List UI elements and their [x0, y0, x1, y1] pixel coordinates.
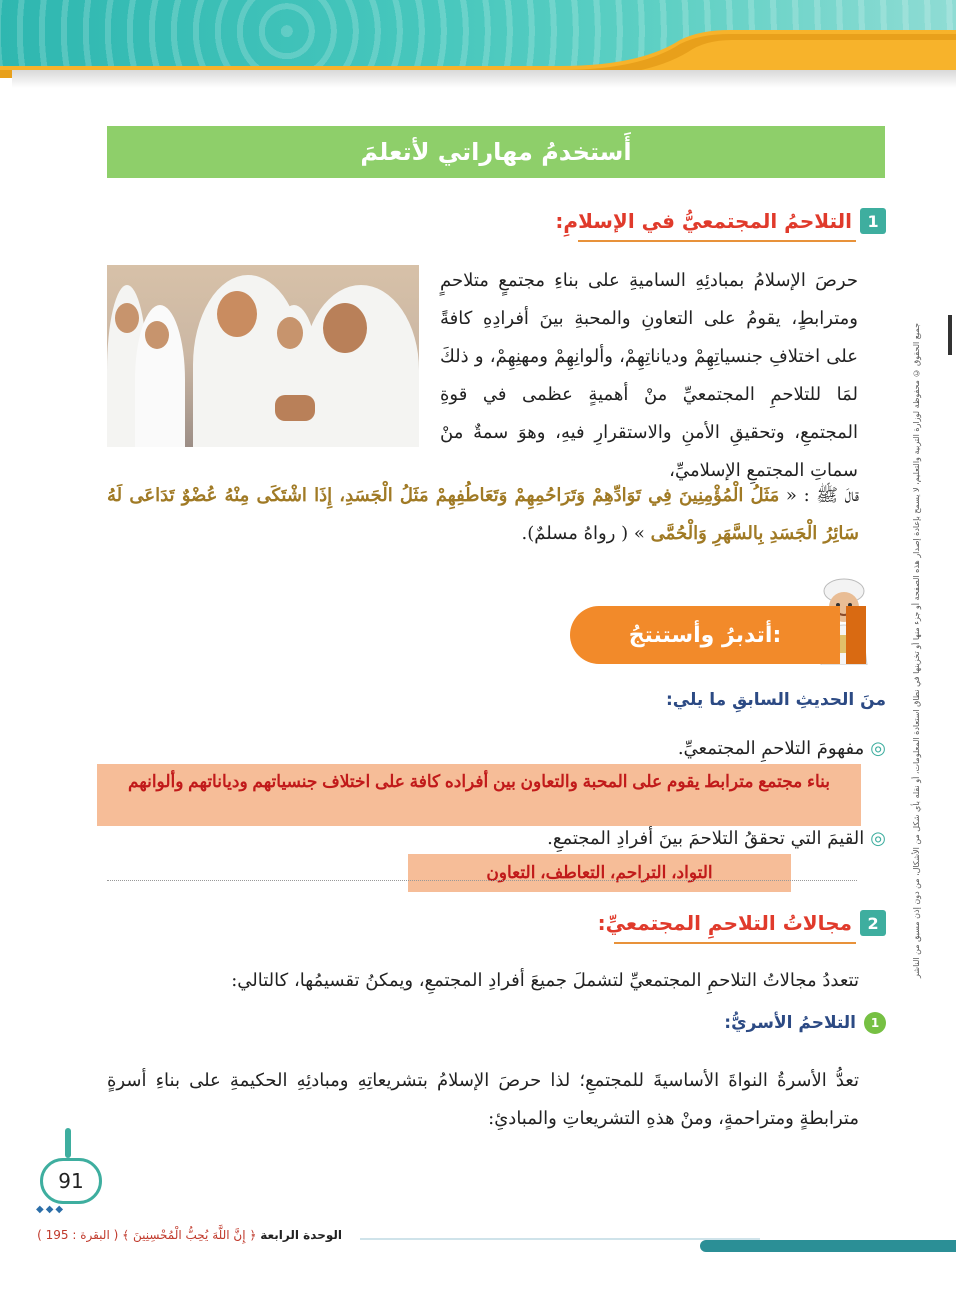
photo-leaders-greeting	[107, 265, 419, 447]
section2-underline	[614, 942, 856, 944]
answer-box-2	[408, 854, 791, 892]
answer-2-text: التواد، التراحم، التعاطف، التعاون	[486, 863, 713, 882]
answer-1-text: بناء مجتمع مترابط يقوم على المحبة والتعاون بين أفراده كافة على اختلاف جنسياتهم ودياناتهم وألوانهم	[127, 772, 831, 791]
section1-title: التلاحمُ المجتمعيُّ في الإسلامِ:	[555, 209, 852, 233]
page-number: 91	[40, 1158, 102, 1204]
skills-header	[107, 126, 885, 178]
reflect-tab	[846, 606, 866, 664]
family-cohesion-title: التلاحمُ الأسريُّ:	[724, 1013, 856, 1033]
family-cohesion-paragraph: تعدُّ الأسرةُ النواةَ الأساسيةَ للمجتمعِ؛ لذا حرصَ الإسلامُ بتشريعاتِهِ ومبادئِهِ الحكيمةِ على بناءِ أسرةٍ مترابطةٍ ومتراحمةٍ، ومنْ هذهِ التشريعاتِ والمبادئِ:	[107, 1070, 859, 1129]
reflect-item-2	[547, 828, 886, 849]
page-spire-ornament	[65, 1128, 71, 1158]
family-cohesion-heading	[724, 1012, 886, 1034]
footer-unit: الوحدة الرابعة	[260, 1228, 342, 1242]
banner-shadow	[12, 70, 956, 88]
section2-title: مجالاتُ التلاحمِ المجتمعيِّ:	[597, 911, 852, 935]
bullet-icon: ◎	[870, 828, 886, 849]
footer-text	[37, 1228, 342, 1242]
answer-box-1	[97, 764, 861, 826]
page-dots-ornament: ◆◆◆	[36, 1204, 66, 1215]
reflect-item-2-text: القيمَ التي تحققُ التلاحمَ بينَ أفرادِ المجتمعِ.	[547, 828, 865, 849]
reflect-question: منَ الحديثِ السابقِ ما يلي:	[666, 690, 886, 710]
reflect-item-1-text: مفهومَ التلاحمِ المجتمعيِّ.	[677, 738, 865, 759]
section2-heading	[598, 910, 886, 936]
reflect-title: أتدبرُ وأستنتجُ:	[628, 622, 782, 648]
hadith-source: » ( رواهُ مسلمٌ).	[521, 523, 645, 544]
bullet-icon: ◎	[870, 738, 886, 759]
reflect-banner	[570, 606, 840, 664]
footer-verse: ﴿ إِنَّ اللَّهَ يُحِبُّ الْمُحْسِنِينَ ﴾	[122, 1228, 257, 1242]
hadith-text: مَثَلُ الْمُؤْمِنِينَ فِي تَوَادِّهِمْ وَتَرَاحُمِهِمْ وَتَعَاطُفِهِمْ مَثَلُ الْجَسَدِ، إِذَا اشْتَكَى مِنْهُ عُضْوٌ تَدَاعَى لَهُ سَائِرُ الْجَسَدِ بِالسَّهَرِ وَالْحُمَّى	[107, 485, 859, 544]
section1-heading	[555, 208, 886, 234]
section1-paragraph: حرصَ الإسلامُ بمبادئِهِ الساميةِ على بناءِ مجتمعٍ متلاحمٍ ومترابطٍ، يقومُ على التعاونِ والمحبةِ بينَ أفرادِهِ كافةً على اختلافِ جنسياتِهِمْ ودياناتِهِمْ، وألوانِهِمْ ومهنِهِمْ، و ذلكَ لمَا للتلاحمِ المجتمعيِّ منْ أهميةٍ عظمى في قوةِ المجتمعِ، وتحقيقِ الأمنِ والاستقرارِ فيهِ، وهوَ سمةٌ منْ سماتِ المجتمعِ الإسلاميِّ،	[440, 270, 858, 481]
footer-line	[360, 1238, 760, 1240]
section1-underline	[578, 240, 856, 242]
footer-reference: ( البقرة : 195 )	[37, 1228, 119, 1242]
hadith-block	[107, 477, 859, 553]
copyright-side-note: جميع الحقوق © محفوظة لوزارة التربية والتعليم، لا يسمح بإعادة إصدار هذه الصفحة أو جزء منها أو تخزينها في نطاق استعادة المعلومات، أو نقله بأي شكل من الأشكال، من دون إذن مسبق من الناشر	[912, 322, 921, 978]
reflect-item-1	[678, 738, 886, 759]
section2-intro: تتعددُ مجالاتُ التلاحمِ المجتمعيِّ لتشملَ جميعَ أفرادِ المجتمعِ، ويمكنُ تقسيمُها، كالتالي:	[231, 970, 859, 991]
skills-title: أَستخدمُ مهاراتي لأتعلمَ	[360, 138, 632, 166]
hadith-intro: قالَ ﷺ : «	[785, 485, 860, 506]
section1-number: 1	[860, 208, 886, 234]
dotted-divider	[107, 880, 857, 881]
footer-bar	[700, 1240, 956, 1252]
section2-number: 2	[860, 910, 886, 936]
family-cohesion-number: 1	[864, 1012, 886, 1034]
side-marker	[948, 315, 952, 355]
